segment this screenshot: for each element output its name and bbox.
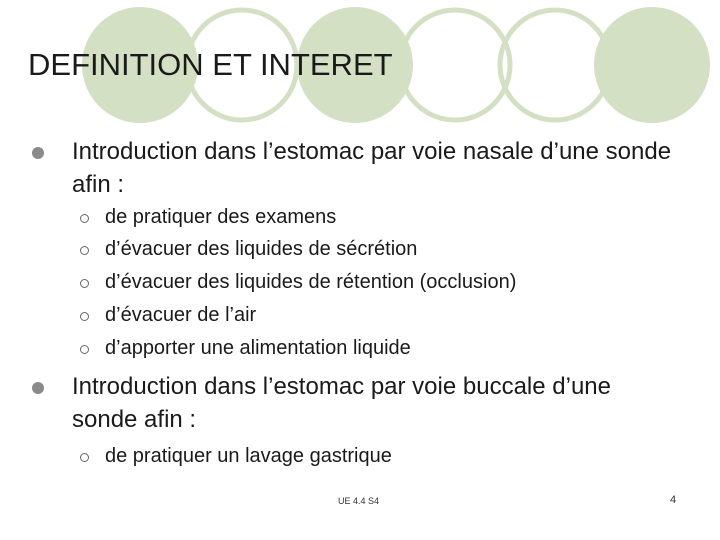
bullet-text: Introduction dans l’estomac par voie buccale d’une sonde afin :	[72, 373, 611, 433]
sub-bullet-ring-icon	[80, 345, 89, 354]
sub-bullet-ring-icon	[80, 312, 89, 321]
page-number: 4	[670, 494, 677, 506]
sub-bullet-ring-icon	[80, 246, 89, 255]
sub-item-text: d’évacuer des liquides de sécrétion	[105, 238, 418, 260]
bullet-dot-icon	[32, 147, 44, 159]
bullet-text: Introduction dans l’estomac par voie nasale d’une sonde afin :	[72, 138, 672, 198]
sub-item-text: d’évacuer de l’air	[105, 304, 257, 326]
deco-circle-outline-2	[400, 10, 510, 120]
sub-item-text: d’évacuer des liquides de rétention (occlusion)	[105, 271, 517, 293]
bullet-dot-icon	[32, 382, 44, 394]
sub-bullet-ring-icon	[80, 214, 89, 223]
deco-circle-filled-3	[594, 7, 710, 123]
sub-item-text: de pratiquer un lavage gastrique	[105, 445, 392, 467]
sub-bullet-ring-icon	[80, 279, 89, 288]
slide-title: DEFINITION ET INTERET	[28, 47, 393, 82]
sub-item-text: d’apporter une alimentation liquide	[105, 337, 411, 359]
deco-circle-outline-3	[500, 10, 610, 120]
sub-item-text: de pratiquer des examens	[105, 206, 337, 228]
slide-footer: UE 4.4 S4	[338, 496, 380, 506]
sub-bullet-ring-icon	[80, 453, 89, 462]
